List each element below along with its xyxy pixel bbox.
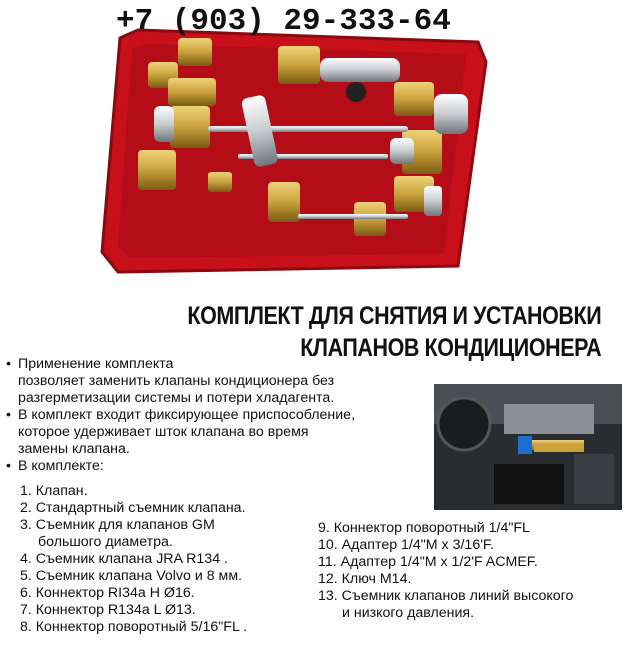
rod [298, 214, 408, 219]
list-item: 10. Адаптер 1/4"M x 3/16'F. [318, 537, 494, 553]
list-item: 13. Съемник клапанов линий высокого и низкого давления. [318, 588, 574, 621]
list-item: 11. Адаптер 1/4"M x 1/2'F ACMEF. [318, 554, 538, 570]
tool-head [390, 138, 414, 164]
list-item: 5. Съемник клапана Volvo и 8 мм. [20, 568, 243, 584]
fitting [168, 78, 216, 106]
intro-text [6, 356, 426, 475]
list-item: 12. Ключ M14. [318, 571, 412, 587]
list-item: 4. Съемник клапана JRA R134 . [20, 551, 228, 567]
fitting [170, 106, 210, 148]
tool-head [424, 186, 442, 216]
list-item: 9. Коннектор поворотный 1/4"FL [318, 520, 530, 536]
valve-knob [346, 82, 366, 102]
bullet-fixture: • В комплект входит фиксирующее приспособление, которое удерживает шток клапана во время замены клапана. [6, 407, 426, 458]
tool-kit-photo [98, 22, 490, 276]
contents-list-right [318, 520, 618, 622]
contents-list-left [20, 483, 320, 636]
list-item: 8. Коннектор поворотный 5/16"FL . [20, 619, 248, 635]
list-item: 7. Коннектор R134a L Ø13. [20, 602, 196, 618]
list-item: 6. Коннектор RI34a H Ø16. [20, 585, 195, 601]
fitting [208, 172, 232, 192]
tool-head [154, 106, 174, 142]
list-item: 1. Клапан. [20, 483, 88, 499]
bullet-contents: • В комплекте: [6, 458, 426, 475]
fitting [138, 150, 176, 190]
fitting [278, 46, 320, 84]
tool-head [434, 94, 468, 134]
list-item: 3. Съемник для клапанов GM большого диаметра. [20, 517, 215, 550]
page-title: КОМПЛЕКТ ДЛЯ СНЯТИЯ И УСТАНОВКИ КЛАПАНОВ КОНДИЦИОНЕРА [187, 302, 601, 362]
fitting [394, 82, 434, 116]
engine-photo [434, 384, 622, 510]
fitting [268, 182, 300, 222]
valve-body [320, 58, 400, 82]
phone-number: +7 (903) 29-333-64 [116, 4, 451, 39]
fitting [178, 38, 212, 66]
rod [208, 126, 408, 132]
list-item: 2. Стандартный съемник клапана. [20, 500, 246, 516]
bullet-usage: • Применение комплекта позволяет заменить клапаны кондиционера без разгерметизации системы и потери хладагента. [6, 356, 426, 407]
